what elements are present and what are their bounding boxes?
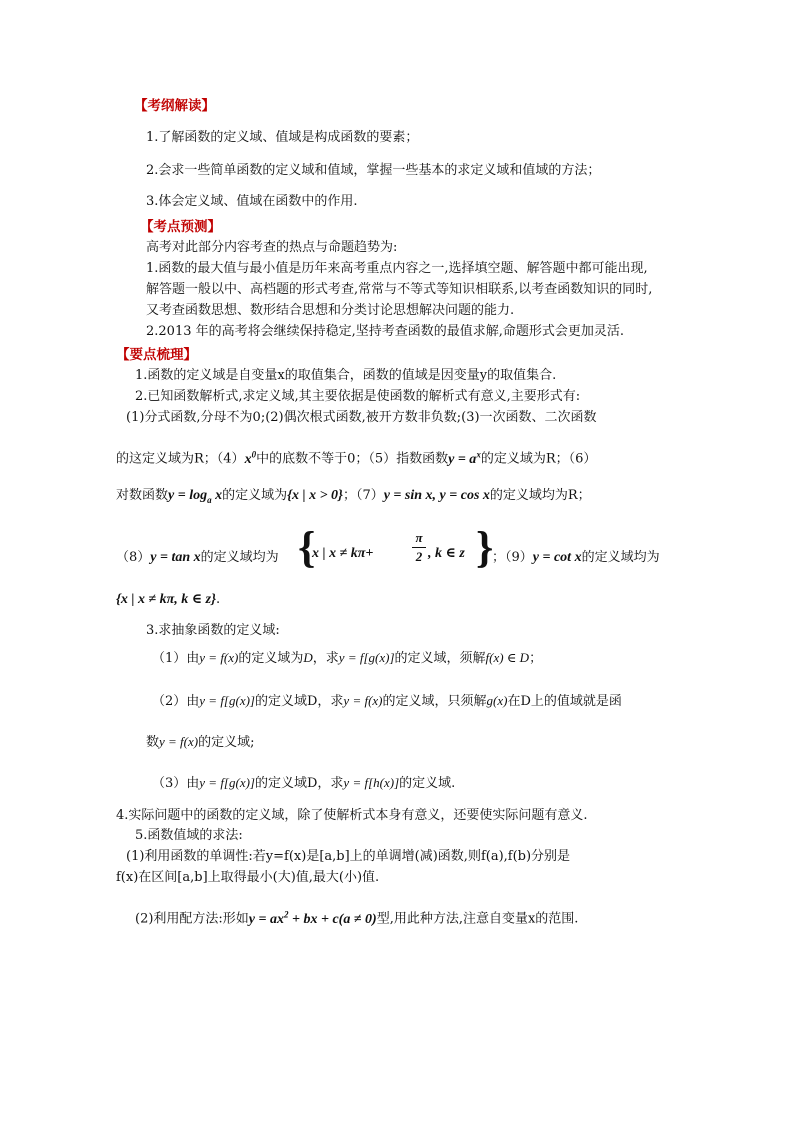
math: y = a: [448, 451, 477, 467]
text: （3）由: [152, 776, 200, 791]
text: 的这定义域为R；（4）: [116, 451, 245, 467]
math: y = ax: [248, 911, 284, 927]
text: ；（9）: [492, 550, 533, 565]
math: x: [244, 451, 252, 467]
keypoint-2-forms-d-right: [492, 550, 660, 566]
keypoint-5-1b: f(x)在区间[a,b]上取得最小(大)值,最大(小)值.: [116, 870, 380, 885]
math: g(x): [486, 693, 508, 708]
math: f(x) ∈ D: [485, 650, 530, 665]
outline-item-1: 1.了解函数的定义域、值域是构成函数的要素；: [146, 130, 419, 145]
left-brace: {: [298, 523, 316, 572]
outline-item-2: 2.会求一些简单函数的定义域和值域，掌握一些基本的求定义域和值域的方法；: [146, 163, 601, 178]
math-sub: a: [207, 494, 212, 505]
math-tan-set-b: , k ∈ z: [428, 546, 465, 561]
math-sup: 0: [251, 449, 257, 459]
keypoint-5-2: [135, 906, 578, 928]
text: 的定义域.: [399, 776, 456, 791]
text: 中的底数不等于0；（5）指数函数: [256, 451, 449, 467]
math-cot-set: {x | x ≠ kπ, k ∈ z}: [116, 592, 216, 607]
text: (2)利用配方法:形如: [135, 911, 249, 927]
text: 的定义域为: [238, 651, 304, 666]
keypoint-2-forms-d-left: [116, 550, 279, 566]
text: （8）: [116, 550, 151, 565]
right-brace: }: [476, 523, 494, 572]
math-sup: 2: [284, 909, 289, 919]
text: 的定义域;: [198, 735, 255, 750]
math-sup: x: [476, 449, 481, 459]
keypoint-4: 4.实际问题中的函数的定义域，除了使解析式本身有意义，还要使实际问题有意义.: [116, 808, 588, 823]
forecast-p1-line3: 又考查函数思想、数形结合思想和分类讨论思想解决问题的能力.: [146, 303, 515, 318]
text: ；: [529, 651, 543, 666]
math: D: [303, 650, 313, 665]
text: 的定义域均为R；: [489, 488, 591, 503]
keypoints-heading: 【要点梳理】: [116, 347, 197, 363]
math: y = f(x): [199, 650, 239, 665]
math-cot: y = cot x: [532, 550, 582, 565]
forecast-p1-line2: 解答题一般以中、高档题的形式考查,常常与不等式等知识相联系,以考查函数知识的同时,: [146, 282, 653, 297]
text: 的定义域D，求: [254, 776, 344, 791]
fraction-denominator: 2: [415, 549, 423, 564]
outline-item-3: 3.体会定义域、值域在函数中的作用.: [146, 194, 358, 209]
math: y = f[g(x)]: [338, 650, 395, 665]
keypoint-2-forms-b: [116, 446, 596, 468]
text: 的定义域为: [222, 488, 288, 503]
math-tan: y = tan x: [150, 550, 201, 565]
math-sin-cos: y = sin x, y = cos x: [383, 488, 490, 503]
forecast-heading: 【考点预测】: [140, 219, 221, 235]
keypoint-5-1a: (1)利用函数的单调性:若y=f(x)是[a,b]上的单调增(减)函数,则f(a),f(b)分别是: [126, 849, 571, 864]
math-exponential: [448, 449, 481, 467]
text: 的定义域为R；（6）: [480, 451, 597, 467]
text: 型,用此种方法,注意自变量x的范围.: [376, 911, 579, 927]
math-log: [168, 488, 222, 503]
forecast-p1-line1: 1.函数的最大值与最小值是历年来高考重点内容之一,选择填空题、解答题中都可能出现,: [146, 261, 648, 276]
math: y = f(x): [343, 693, 383, 708]
keypoint-2: 2.已知函数解析式,求定义域,其主要依据是使函数的解析式有意义,主要形式有:: [135, 389, 581, 404]
keypoint-3-3: [152, 775, 455, 792]
keypoint-2-forms-a: (1)分式函数,分母不为0;(2)偶次根式函数,被开方数非负数;(3)一次函数、二次函数: [126, 410, 597, 425]
math: y = f(x): [159, 734, 199, 749]
keypoint-2-forms-e: [116, 592, 220, 608]
math: y = f[g(x)]: [199, 775, 255, 790]
keypoint-3-2: [152, 693, 622, 710]
math: x: [211, 488, 223, 503]
outline-heading: 【考纲解读】: [134, 98, 215, 114]
math-set-positive: {x | x > 0}: [287, 488, 343, 503]
keypoint-2-forms-c: [116, 488, 591, 508]
keypoint-3: 3.求抽象函数的定义域:: [146, 623, 280, 638]
text: 数: [146, 735, 160, 750]
text: 的定义域均为: [581, 550, 660, 565]
text: 的定义域，须解: [394, 651, 486, 666]
text: 在D上的值域就是函: [507, 694, 622, 709]
fraction-pi-over-2: [412, 530, 426, 565]
text: ；（7）: [342, 488, 384, 503]
fraction-bar: [412, 547, 426, 548]
keypoint-3-1: [152, 650, 542, 667]
text: 的定义域均为: [200, 550, 279, 565]
keypoint-5: 5.函数值域的求法:: [135, 828, 243, 843]
keypoint-1: 1.函数的定义域是自变量x的取值集合，函数的值域是因变量y的取值集合.: [135, 368, 557, 383]
fraction-numerator: π: [415, 530, 423, 545]
math: y = log: [168, 488, 208, 503]
math: y = f[h(x)]: [343, 775, 400, 790]
math-tan-set-a: x | x ≠ kπ+: [312, 546, 374, 561]
forecast-p2: 2.2013 年的高考将会继续保持稳定,坚持考查函数的最值求解,命题形式会更加灵活.: [146, 324, 625, 339]
text: 的定义域，只须解: [382, 694, 487, 709]
text: 的定义域D，求: [254, 694, 344, 709]
math-x0: [244, 449, 257, 467]
text: ，求: [312, 651, 339, 666]
keypoint-3-2-cont: [146, 734, 255, 751]
math: y = f[g(x)]: [199, 693, 255, 708]
text: .: [215, 592, 221, 607]
math-quadratic: [248, 909, 377, 927]
text: （2）由: [152, 694, 200, 709]
text: 对数函数: [116, 488, 169, 503]
math: + bx + c(a ≠ 0): [288, 911, 377, 927]
forecast-intro: 高考对此部分内容考查的热点与命题趋势为:: [146, 240, 398, 255]
text: （1）由: [152, 651, 200, 666]
